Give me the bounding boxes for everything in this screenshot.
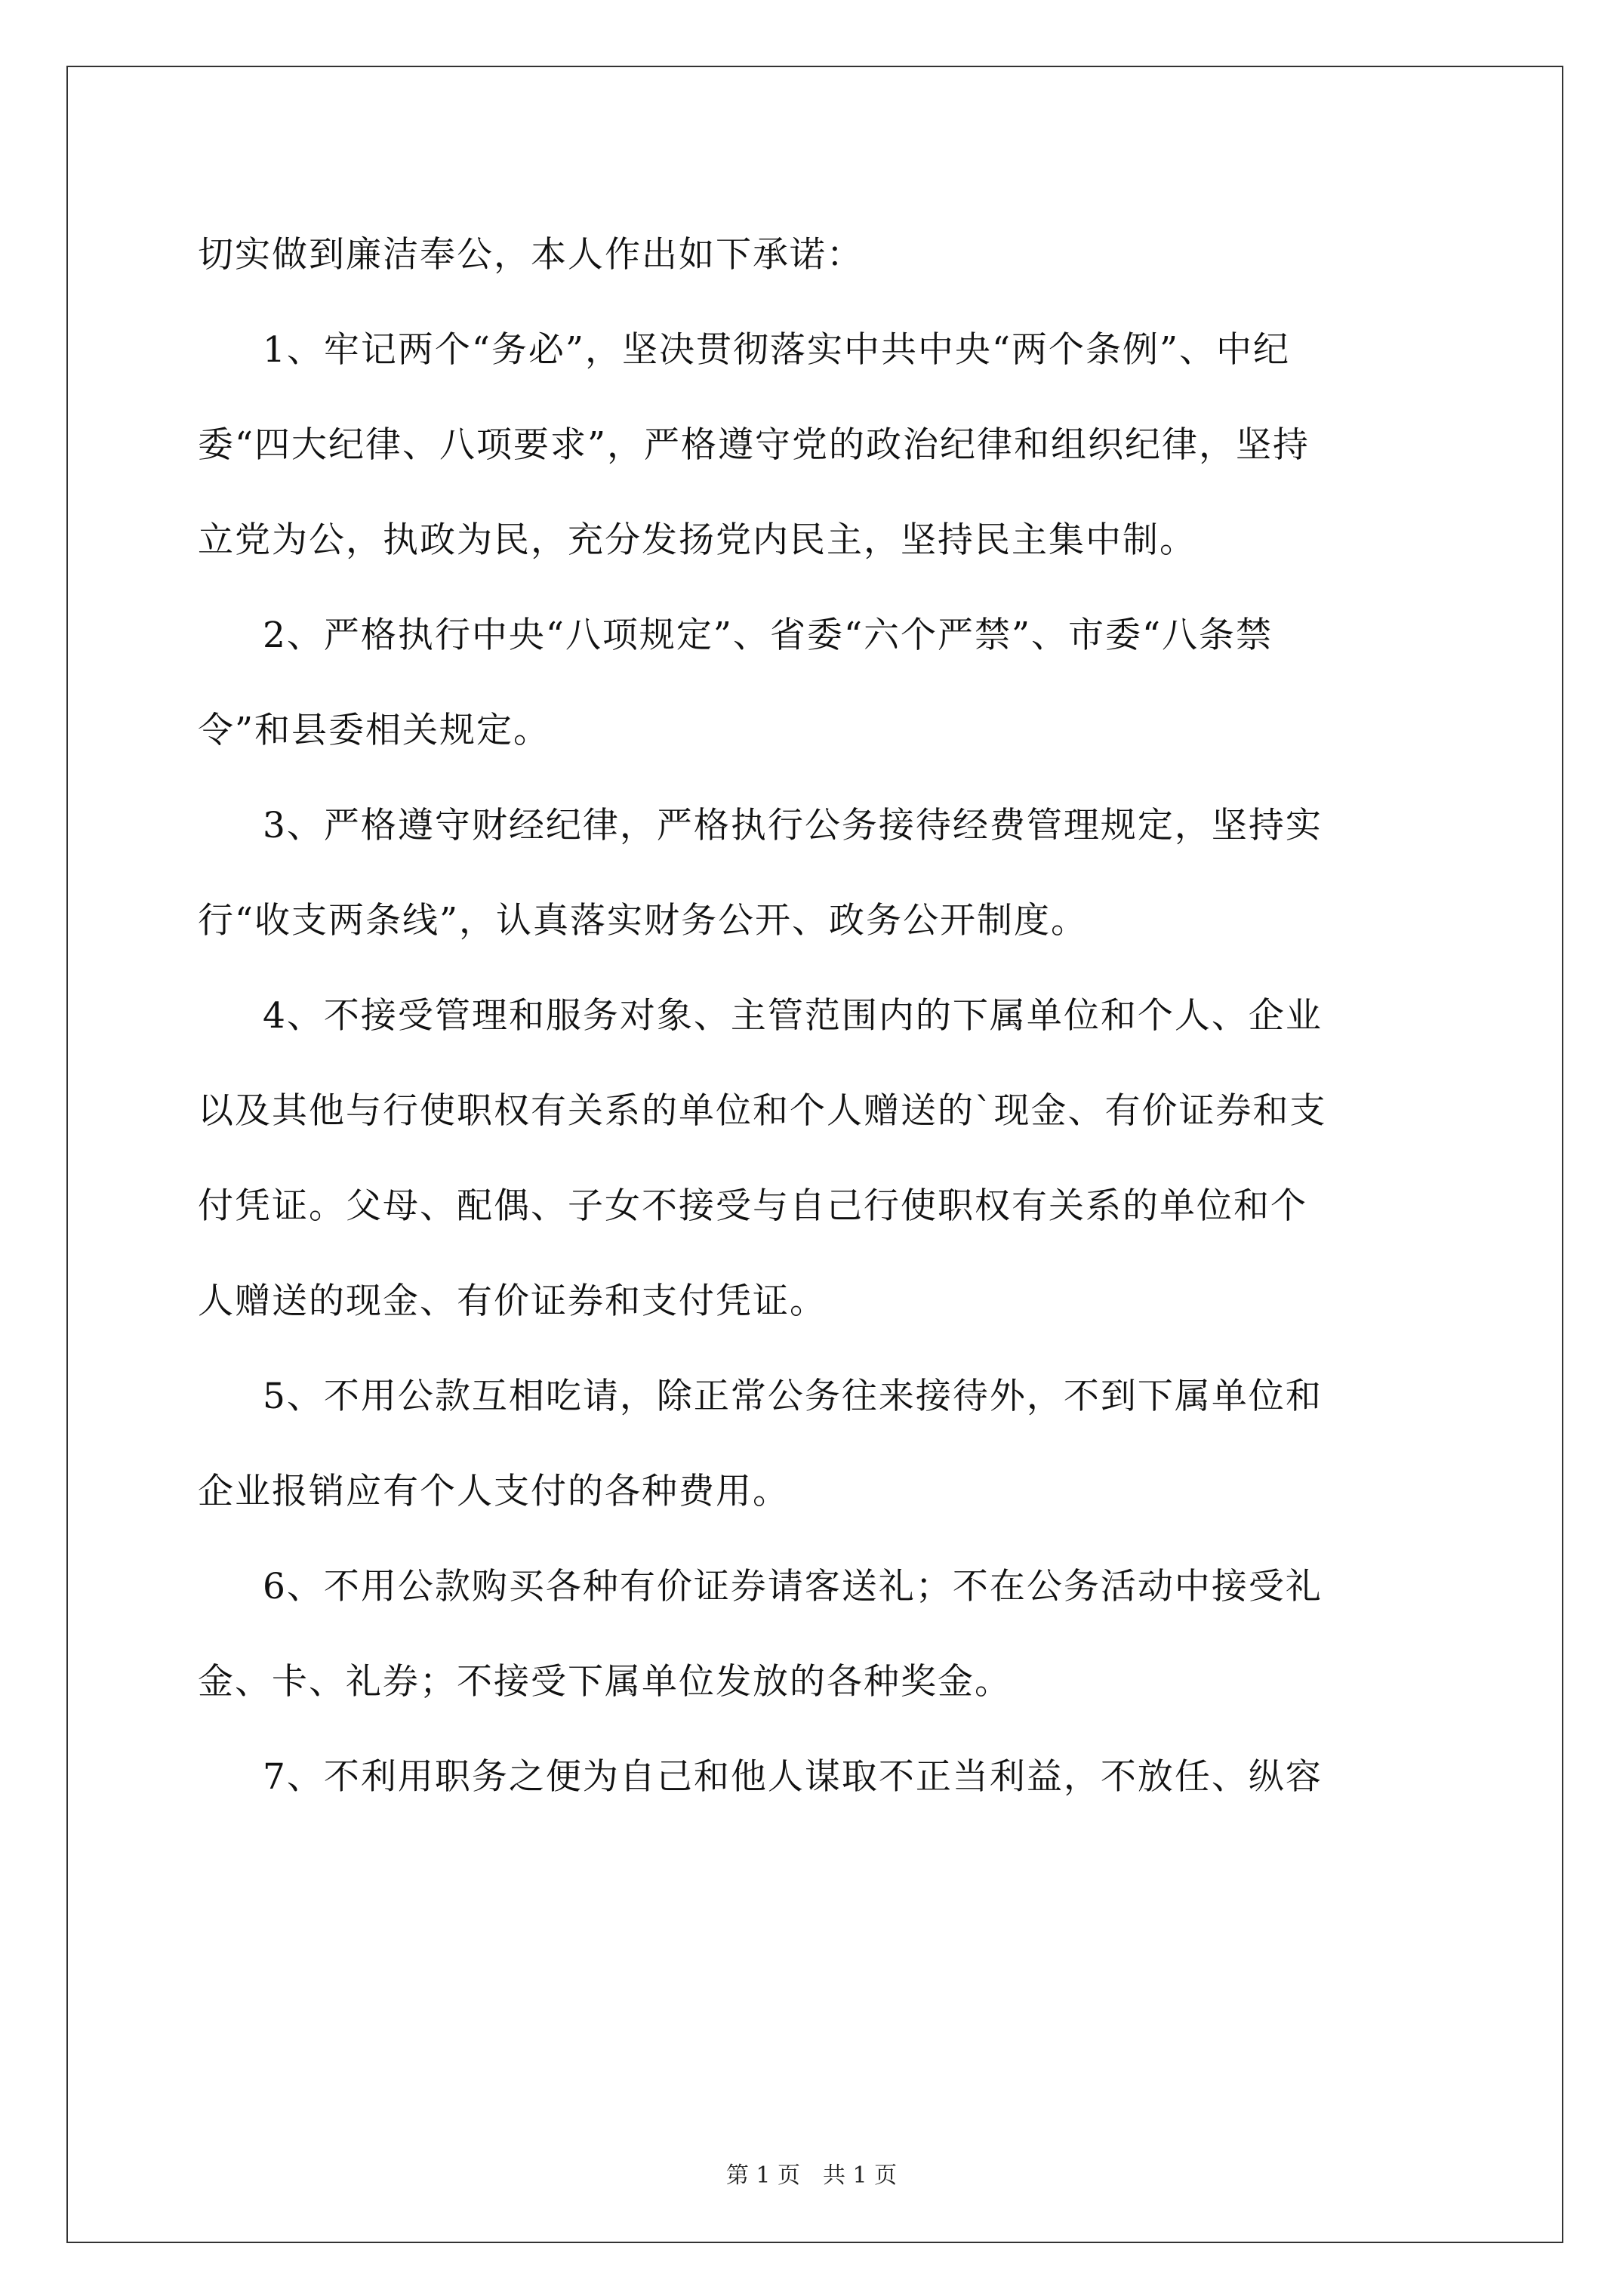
text-line: 企业报销应有个人支付的各种费用。 <box>198 1471 790 1512</box>
text-line: 以及其他与行使职权有关系的单位和个人赠送的`现金、有价证券和支 <box>198 1090 1327 1132</box>
text-line: 4、不接受管理和服务对象、主管范围内的下属单位和个人、企业 <box>263 995 1323 1037</box>
text-line: 6、不用公款购买各种有价证券请客送礼；不在公务活动中接受礼 <box>263 1566 1323 1607</box>
text-line: 金、卡、礼券；不接受下属单位发放的各种奖金。 <box>198 1661 1012 1703</box>
text-line: 5、不用公款互相吃请，除正常公务往来接待外，不到下属单位和 <box>263 1376 1323 1417</box>
text-line: 人赠送的现金、有价证券和支付凭证。 <box>198 1281 827 1322</box>
text-line: 切实做到廉洁奉公，本人作出如下承诺： <box>198 234 864 276</box>
text-line: 令”和县委相关规定。 <box>198 710 551 751</box>
text-line: 3、严格遵守财经纪律，严格执行公务接待经费管理规定，坚持实 <box>263 805 1323 846</box>
text-line: 7、不利用职务之便为自己和他人谋取不正当利益，不放任、纵容 <box>263 1756 1323 1798</box>
text-line: 2、严格执行中央“八项规定”、省委“六个严禁”、市委“八条禁 <box>263 615 1273 656</box>
text-line: 付凭证。父母、配偶、子女不接受与自己行使职权有关系的单位和个 <box>198 1185 1307 1227</box>
page-border <box>66 66 1563 2243</box>
text-line: 行“收支两条线”，认真落实财务公开、政务公开制度。 <box>198 900 1089 942</box>
text-line: 委“四大纪律、八项要求”，严格遵守党的政治纪律和组织纪律，坚持 <box>198 424 1310 466</box>
page-number-footer: 第 1 页 共 1 页 <box>725 2162 898 2189</box>
text-line: 立党为公，执政为民，充分发扬党内民主，坚持民主集中制。 <box>198 519 1196 561</box>
text-line: 1、牢记两个“务必”，坚决贯彻落实中共中央“两个条例”、中纪 <box>263 329 1291 371</box>
